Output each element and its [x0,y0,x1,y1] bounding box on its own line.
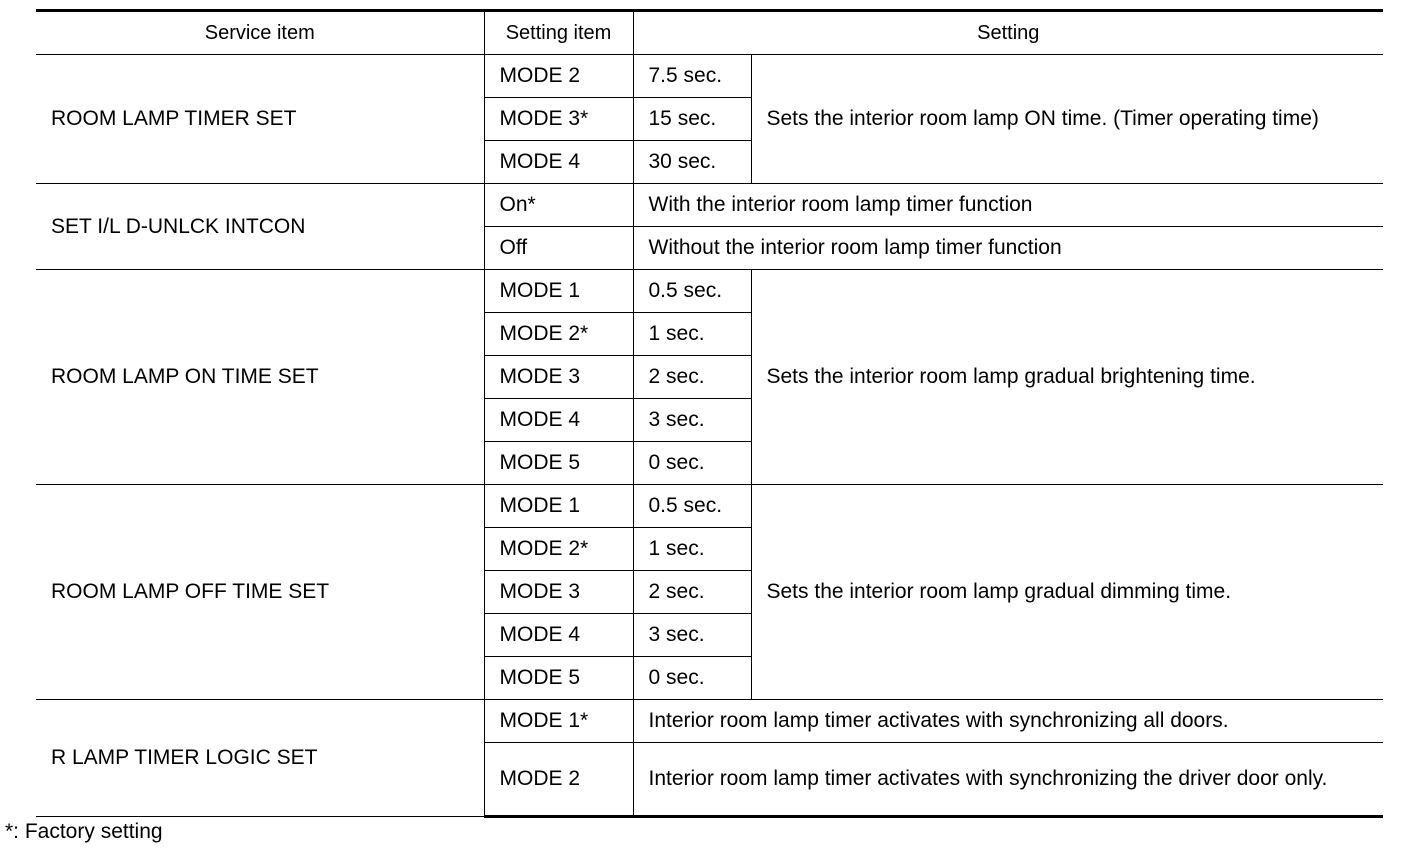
setting-value-cell: 7.5 sec. [633,55,751,98]
table-row [36,270,1383,313]
setting-description: Sets the interior room lamp gradual brightening time. [751,270,1383,485]
setting-value-cell: Interior room lamp timer activates with synchronizing the driver door only. [633,743,1383,817]
setting-item-cell: MODE 3* [484,98,633,141]
table-row [36,700,1383,743]
setting-description: Sets the interior room lamp gradual dimming time. [751,485,1383,700]
setting-value-cell: 0 sec. [633,442,751,485]
setting-value-cell: 0 sec. [633,657,751,700]
setting-item-cell: MODE 1 [484,270,633,313]
service-room-lamp-timer-set: ROOM LAMP TIMER SET [36,55,484,184]
setting-value-cell: 3 sec. [633,399,751,442]
setting-value-cell: With the interior room lamp timer function [633,184,1383,227]
setting-item-cell: MODE 4 [484,141,633,184]
header-setting: Setting [633,11,1383,55]
setting-item-cell: MODE 1* [484,700,633,743]
setting-item-cell: MODE 4 [484,614,633,657]
service-r-lamp-timer-logic-set: R LAMP TIMER LOGIC SET [36,700,484,817]
service-settings-table [36,9,1383,818]
setting-value-cell: 2 sec. [633,356,751,399]
setting-item-cell: MODE 2* [484,528,633,571]
table-header-row [36,11,1383,55]
setting-item-cell: MODE 5 [484,442,633,485]
setting-item-cell: MODE 1 [484,485,633,528]
setting-value-cell: 30 sec. [633,141,751,184]
setting-item-cell: MODE 2* [484,313,633,356]
service-set-il-d-unlck-intcon: SET I/L D-UNLCK INTCON [36,184,484,270]
setting-item-cell: MODE 4 [484,399,633,442]
setting-value-cell: 15 sec. [633,98,751,141]
setting-value-cell: 2 sec. [633,571,751,614]
setting-item-cell: On* [484,184,633,227]
setting-value-cell: 1 sec. [633,528,751,571]
setting-value-cell: 0.5 sec. [633,270,751,313]
header-service-item: Service item [36,11,484,55]
header-setting-item: Setting item [484,11,633,55]
setting-item-cell: MODE 2 [484,743,633,817]
setting-item-cell: MODE 5 [484,657,633,700]
table-row [36,184,1383,227]
setting-value-cell: 0.5 sec. [633,485,751,528]
setting-item-cell: MODE 3 [484,356,633,399]
setting-value-cell: 3 sec. [633,614,751,657]
service-room-lamp-on-time-set: ROOM LAMP ON TIME SET [36,270,484,485]
table-row [36,485,1383,528]
setting-item-cell: Off [484,227,633,270]
service-room-lamp-off-time-set: ROOM LAMP OFF TIME SET [36,485,484,700]
setting-item-cell: MODE 3 [484,571,633,614]
setting-value-cell: Interior room lamp timer activates with synchronizing all doors. [633,700,1383,743]
setting-description: Sets the interior room lamp ON time. (Timer operating time) [751,55,1383,184]
setting-item-cell: MODE 2 [484,55,633,98]
setting-value-cell: 1 sec. [633,313,751,356]
footnote-factory-setting: *: Factory setting [5,820,163,843]
table-row [36,55,1383,98]
setting-value-cell: Without the interior room lamp timer function [633,227,1383,270]
